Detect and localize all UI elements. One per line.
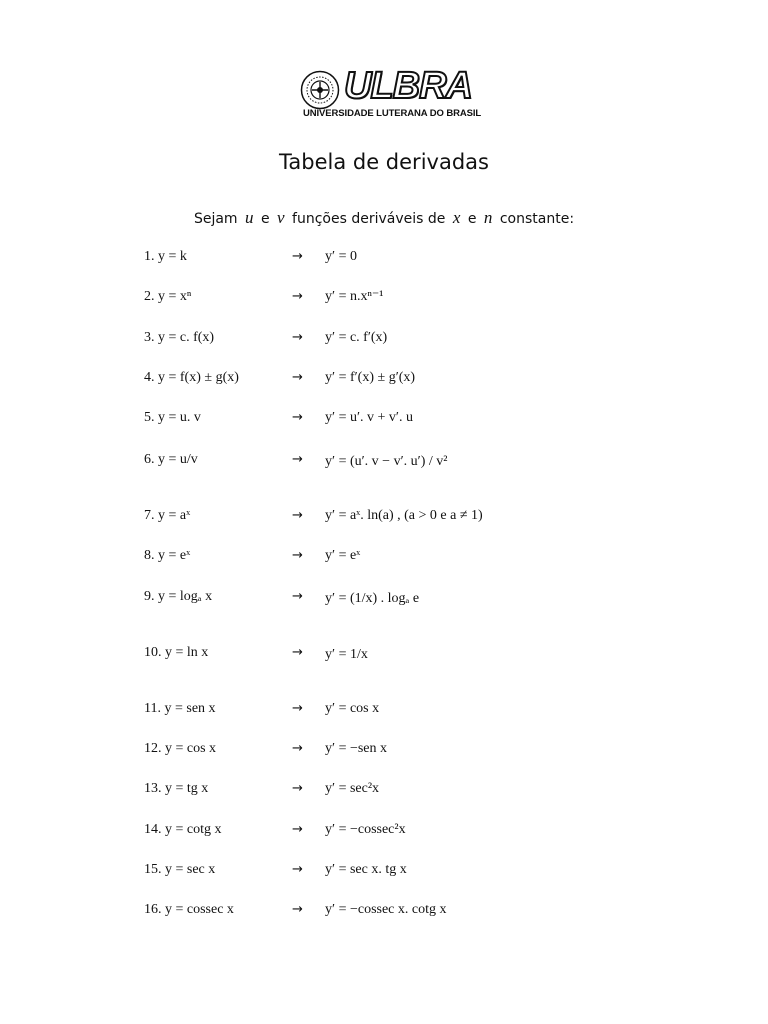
rule-derivative: y′ = eˣ bbox=[325, 548, 361, 563]
page-title: Tabela de derivadas bbox=[279, 150, 489, 174]
intro-text-2: funções deriváveis de bbox=[292, 211, 446, 227]
rule-function: 8. y = eˣ bbox=[144, 548, 191, 563]
rule-derivative: y′ = −cossec²x bbox=[325, 822, 406, 837]
rule-function: 11. y = sen x bbox=[144, 701, 216, 716]
rule-function: 6. y = u/v bbox=[144, 452, 198, 467]
rule-row bbox=[0, 820, 768, 860]
rule-derivative: y′ = u′. v + v′. u bbox=[325, 410, 413, 425]
rule-derivative: y′ = −cossec x. cotg x bbox=[325, 902, 447, 917]
rule-row bbox=[0, 368, 768, 408]
arrow-icon: → bbox=[292, 701, 303, 716]
arrow-icon: → bbox=[292, 741, 303, 756]
rule-row bbox=[0, 450, 768, 490]
arrow-icon: → bbox=[292, 289, 303, 304]
seal-icon bbox=[300, 70, 340, 110]
rule-row bbox=[0, 287, 768, 327]
arrow-icon: → bbox=[292, 902, 303, 917]
rule-function: 2. y = xⁿ bbox=[144, 289, 192, 304]
intro-sentence bbox=[0, 208, 768, 228]
rule-derivative: y′ = aˣ. ln(a) , (a > 0 e a ≠ 1) bbox=[325, 508, 483, 523]
arrow-icon: → bbox=[292, 508, 303, 523]
intro-var-u: u bbox=[245, 208, 254, 227]
rule-function: 1. y = k bbox=[144, 249, 187, 264]
arrow-icon: → bbox=[292, 548, 303, 563]
rule-row bbox=[0, 587, 768, 627]
intro-var-n: n bbox=[483, 208, 493, 227]
rule-derivative: y′ = sec x. tg x bbox=[325, 862, 407, 877]
arrow-icon: → bbox=[292, 330, 303, 345]
ulbra-logo bbox=[300, 65, 482, 124]
rule-derivative: y′ = −sen x bbox=[325, 741, 388, 756]
brand-wordmark: ULBRA bbox=[344, 65, 472, 107]
arrow-icon: → bbox=[292, 410, 303, 425]
intro-text-1: Sejam bbox=[193, 211, 238, 227]
rule-function: 16. y = cossec x bbox=[144, 902, 234, 917]
intro-text-3: constante: bbox=[499, 211, 575, 227]
rule-row bbox=[0, 699, 768, 739]
rule-function: 5. y = u. v bbox=[144, 410, 201, 425]
rule-derivative: y′ = (1/x) . logₐ e bbox=[325, 591, 420, 606]
rule-row bbox=[0, 739, 768, 779]
rule-function: 7. y = aˣ bbox=[144, 508, 191, 523]
arrow-icon: → bbox=[292, 822, 303, 837]
arrow-icon: → bbox=[292, 249, 303, 264]
arrow-icon: → bbox=[292, 645, 303, 660]
rule-row bbox=[0, 860, 768, 900]
rule-row bbox=[0, 408, 768, 448]
arrow-icon: → bbox=[292, 862, 303, 877]
rule-function: 9. y = logₐ x bbox=[144, 589, 213, 604]
intro-conj-2: e bbox=[467, 211, 477, 227]
rule-function: 15. y = sec x bbox=[144, 862, 216, 877]
rule-derivative: y′ = 0 bbox=[325, 249, 357, 264]
arrow-icon: → bbox=[292, 589, 303, 604]
arrow-icon: → bbox=[292, 781, 303, 796]
rule-row bbox=[0, 506, 768, 546]
rule-function: 4. y = f(x) ± g(x) bbox=[144, 370, 239, 385]
rule-derivative: y′ = sec²x bbox=[325, 781, 380, 796]
rule-function: 10. y = ln x bbox=[144, 645, 209, 660]
university-name: UNIVERSIDADE LUTERANA DO BRASIL bbox=[303, 108, 482, 119]
rule-function: 13. y = tg x bbox=[144, 781, 209, 796]
intro-conj-1: e bbox=[260, 211, 270, 227]
intro-var-v: v bbox=[277, 208, 285, 227]
rule-derivative: y′ = n.xⁿ⁻¹ bbox=[325, 289, 384, 304]
arrow-icon: → bbox=[292, 452, 303, 467]
rule-row bbox=[0, 546, 768, 586]
rule-row bbox=[0, 328, 768, 368]
rule-function: 3. y = c. f(x) bbox=[144, 330, 215, 345]
rule-function: 14. y = cotg x bbox=[144, 822, 222, 837]
rule-row bbox=[0, 779, 768, 819]
rule-row bbox=[0, 900, 768, 940]
rule-derivative: y′ = cos x bbox=[325, 701, 380, 716]
intro-var-x: x bbox=[452, 208, 461, 227]
rule-row bbox=[0, 247, 768, 287]
rule-derivative: y′ = 1/x bbox=[325, 647, 368, 662]
rule-row bbox=[0, 643, 768, 683]
rule-function: 12. y = cos x bbox=[144, 741, 217, 756]
rule-derivative: y′ = (u′. v − v′. u′) / v² bbox=[325, 454, 448, 469]
rule-derivative: y′ = f′(x) ± g′(x) bbox=[325, 370, 416, 385]
rule-derivative: y′ = c. f′(x) bbox=[325, 330, 388, 345]
arrow-icon: → bbox=[292, 370, 303, 385]
